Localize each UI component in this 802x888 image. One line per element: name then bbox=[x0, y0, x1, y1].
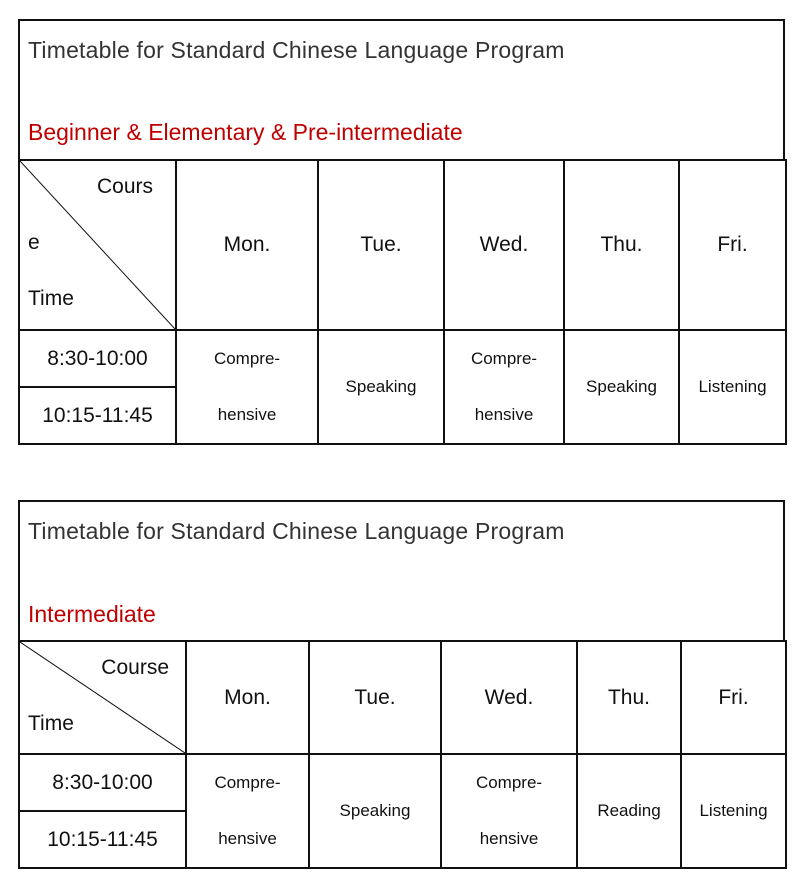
day-header: Mon. bbox=[186, 641, 309, 754]
timetable-title: Timetable for Standard Chinese Language Program bbox=[28, 37, 565, 63]
time-slot: 8:30-10:00 bbox=[19, 330, 176, 387]
timetable-intermediate bbox=[18, 500, 785, 869]
corner-course-label-wrap: e bbox=[28, 231, 40, 254]
time-slot: 8:30-10:00 bbox=[19, 754, 186, 811]
day-header: Tue. bbox=[309, 641, 441, 754]
timetable-header bbox=[18, 19, 785, 161]
time-slot: 10:15-11:45 bbox=[19, 387, 176, 444]
course-name-part: Compre- bbox=[475, 773, 543, 792]
course-cell: Reading bbox=[577, 754, 681, 868]
course-name-part: hensive bbox=[218, 829, 277, 848]
schedule-grid bbox=[18, 159, 787, 445]
day-header: Thu. bbox=[577, 641, 681, 754]
corner-cell bbox=[19, 641, 186, 754]
course-name-part: hensive bbox=[474, 405, 534, 424]
course-name-part: hensive bbox=[479, 829, 539, 848]
course-name-part: Compre- bbox=[214, 773, 281, 792]
course-cell bbox=[176, 330, 318, 444]
day-header: Mon. bbox=[176, 160, 318, 330]
corner-time-label: Time bbox=[28, 287, 74, 310]
corner-course-label: Course bbox=[101, 656, 169, 679]
day-header: Tue. bbox=[318, 160, 444, 330]
day-header: Wed. bbox=[441, 641, 577, 754]
timetable-title: Timetable for Standard Chinese Language Program bbox=[28, 518, 565, 544]
course-cell: Speaking bbox=[564, 330, 679, 444]
course-cell bbox=[441, 754, 577, 868]
level-subtitle: Beginner & Elementary & Pre-intermediate bbox=[28, 119, 463, 145]
corner-cell bbox=[19, 160, 176, 330]
course-cell bbox=[186, 754, 309, 868]
day-header: Wed. bbox=[444, 160, 564, 330]
course-cell: Listening bbox=[679, 330, 786, 444]
timetable-header bbox=[18, 500, 785, 642]
course-name-part: hensive bbox=[217, 405, 277, 424]
course-cell: Listening bbox=[681, 754, 786, 868]
course-cell bbox=[444, 330, 564, 444]
day-header: Fri. bbox=[679, 160, 786, 330]
corner-course-label: Cours bbox=[96, 175, 153, 198]
day-header: Fri. bbox=[681, 641, 786, 754]
course-cell: Speaking bbox=[309, 754, 441, 868]
timetable-beginner bbox=[18, 19, 785, 445]
corner-time-label: Time bbox=[28, 712, 74, 735]
day-header: Thu. bbox=[564, 160, 679, 330]
course-name-part: Compre- bbox=[470, 349, 538, 368]
course-cell: Speaking bbox=[318, 330, 444, 444]
schedule-grid bbox=[18, 640, 787, 869]
time-slot: 10:15-11:45 bbox=[19, 811, 186, 868]
level-subtitle: Intermediate bbox=[28, 601, 156, 627]
course-name-part: Compre- bbox=[213, 349, 281, 368]
